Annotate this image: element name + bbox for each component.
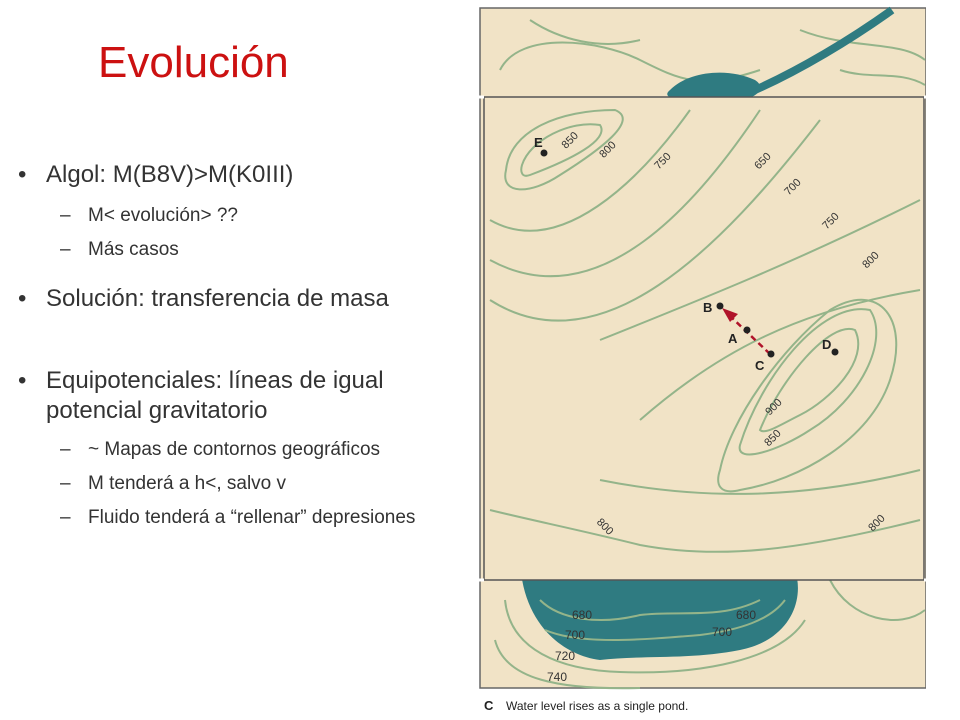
sub-bullet-text: M< evolución> ?? — [88, 205, 238, 226]
point-label-c: C — [755, 358, 765, 373]
point-d-marker — [832, 349, 839, 356]
contour-label: 680 — [736, 608, 757, 622]
contour-label: 700 — [565, 628, 586, 642]
sub-bullet-text: M tenderá a h<, salvo v — [88, 473, 287, 494]
point-e-marker — [541, 150, 548, 157]
contour-label: 900 — [763, 396, 785, 419]
contour-map — [478, 6, 926, 720]
slide-title: Evolución — [98, 38, 289, 87]
bullet-list — [18, 160, 438, 530]
contour-label: 700 — [712, 625, 733, 639]
contour-label: 650 — [752, 150, 774, 173]
sub-bullet-text: Más casos — [88, 239, 179, 260]
sub-bullet: – ~ Mapas de contornos geográficos — [60, 439, 381, 460]
bullet-equipotenciales: • Equipotenciales: líneas de igual potencial gravitatorio — [18, 366, 438, 426]
bullet-algol: • Algol: M(B8V)>M(K0III) — [18, 160, 438, 190]
sub-bullet-text: Fluido tenderá a “rellenar” depresiones — [88, 507, 416, 528]
contour-label: 800 — [597, 139, 619, 161]
sub-bullet-text: ~ Mapas de contornos geográficos — [88, 439, 381, 460]
contour-label: 740 — [547, 670, 568, 684]
sub-bullet: – M< evolución> ?? — [60, 205, 238, 226]
contour-label: 800 — [593, 516, 616, 538]
point-b-marker — [717, 303, 724, 310]
contour-label: 850 — [559, 129, 581, 152]
contour-label: 800 — [860, 249, 882, 272]
caption-letter: C — [484, 698, 494, 713]
contour-label: 850 — [762, 427, 784, 450]
sub-bullet: – Fluido tenderá a “rellenar” depresiones — [60, 507, 416, 528]
contour-label: 750 — [820, 210, 842, 233]
point-label-e: E — [534, 135, 543, 150]
bullet-solucion: • Solución: transferencia de masa — [18, 284, 438, 314]
contour-label: 750 — [652, 150, 674, 173]
point-label-a: A — [728, 331, 738, 346]
point-label-d: D — [822, 337, 832, 352]
contour-label: 720 — [555, 649, 576, 663]
sub-bullet: – Más casos — [60, 239, 179, 260]
map-caption: Water level rises as a single pond. — [506, 699, 689, 713]
contour-label: 700 — [782, 176, 804, 199]
point-c-marker — [768, 351, 775, 358]
contour-label: 800 — [866, 512, 888, 535]
point-a-marker — [744, 327, 751, 334]
contour-label: 680 — [572, 608, 593, 622]
point-label-b: B — [703, 300, 713, 315]
sub-bullet: – M tenderá a h<, salvo v — [60, 473, 287, 494]
